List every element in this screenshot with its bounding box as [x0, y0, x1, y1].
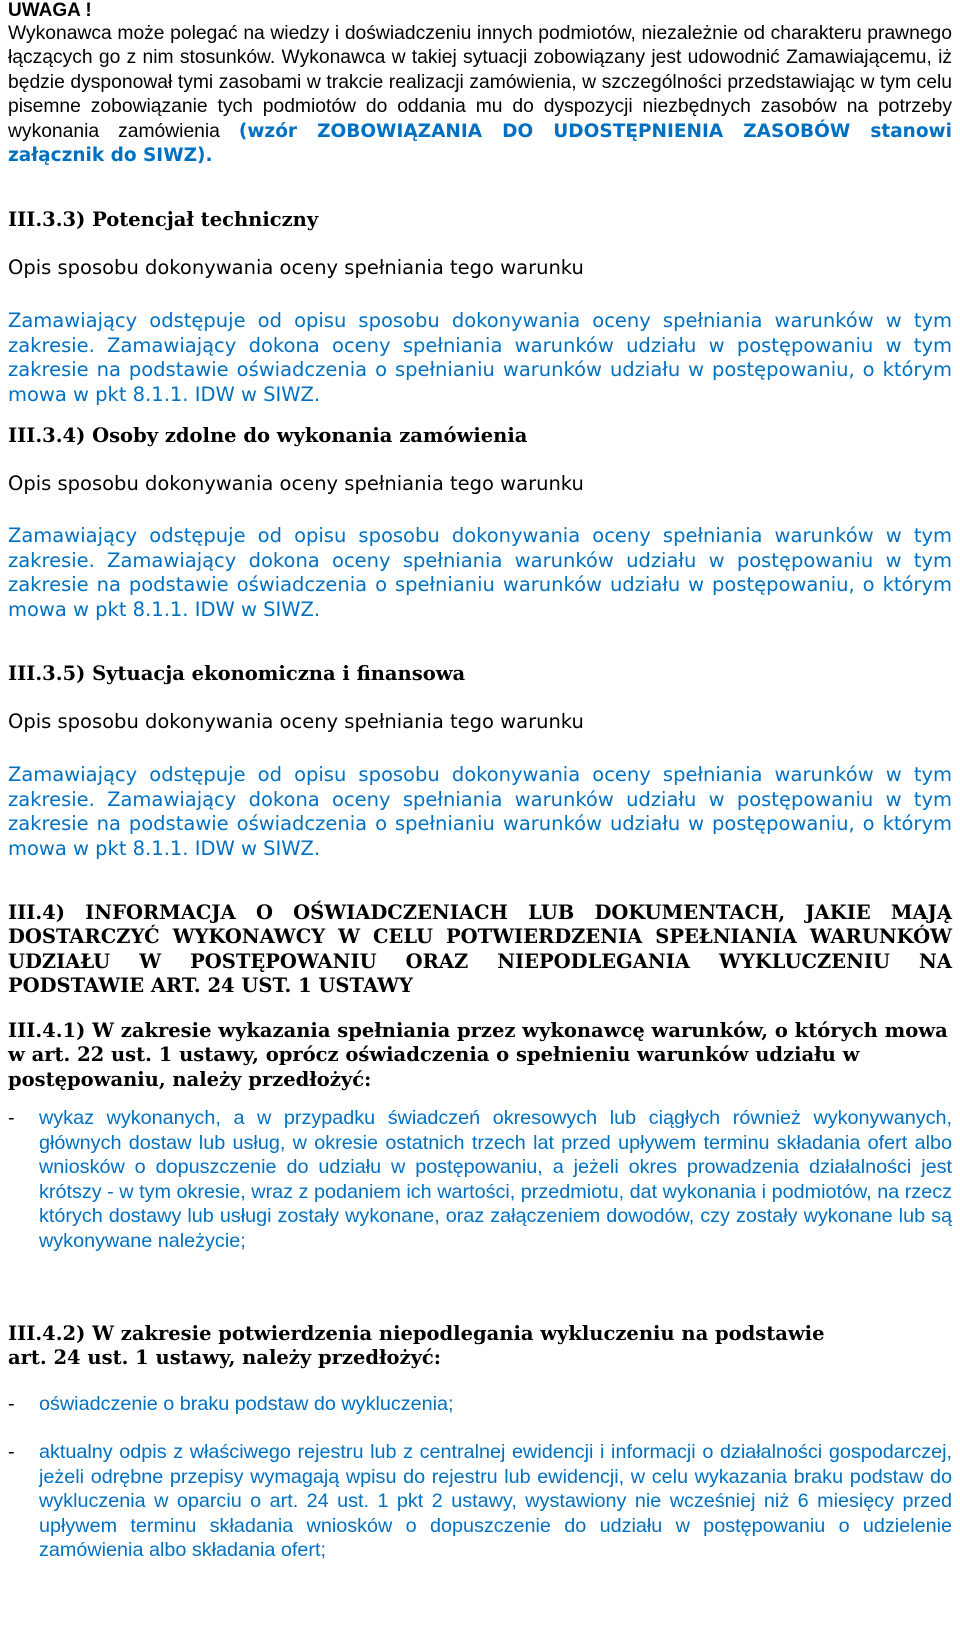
section-subheading: Opis sposobu dokonywania oceny spełniania tego warunku — [8, 472, 584, 495]
section-subheading: Opis sposobu dokonywania oceny spełniania tego warunku — [8, 710, 584, 733]
section-text: Zamawiający odstępuje od opisu sposobu dokonywania oceny spełniania warunków w tym zakresie. Zamawiający dokona oceny spełniania warunków udziału w postępowaniu w tym zakresie na podstawie oświadczenia o spełnianiu warunków udziału w postępowaniu, o którym mowa w pkt 8.1.1. IDW w SIWZ. — [8, 524, 952, 621]
warning-title: UWAGA ! — [8, 0, 92, 21]
warning-body-text: Wykonawca może polegać na wiedzy i doświadczeniu innych podmiotów, niezależnie od charakteru prawnego łączących go z nim stosunków. Wykonawca w takiej sytuacji zobowiązany jest udowodnić Zamawiającemu, iż będzie dysponował tymi zasobami w trakcie realizacji zamówienia, w szczególności przedstawiając w tym celu pisemne zobowiązanie tych podmiotów do oddania mu do dyspozycji niezbędnych zasobów na potrzeby wykonania zamówienia — [8, 23, 952, 142]
section-subheading-wrap — [8, 256, 952, 281]
info-sub1-list — [8, 1106, 952, 1254]
section-sytuacja — [8, 662, 952, 687]
list-item-text: wykaz wykonanych, a w przypadku świadczeń okresowych lub ciągłych również wykonywanych, głównych dostaw lub usług, w okresie ostatnich trzech lat przed upływem terminu składania ofert albo wniosków o dopuszczenie do udziału w postępowaniu, a jeżeli okres prowadzenia działalności jest krótszy - w tym okresie, wraz z podaniem ich wartości, przedmiotu, dat wykonania i podmiotów, na rzecz których dostawy lub usługi zostały wykonane, oraz załączeniem dowodów, czy zostały wykonane lub są wykonywane należycie; — [39, 1107, 952, 1252]
list-item — [8, 1106, 952, 1254]
section-heading: III.3.5) Sytuacja ekonomiczna i finansowa — [8, 662, 466, 685]
list-item-text: oświadczenie o braku podstaw do wykluczenia; — [39, 1393, 454, 1415]
section-subheading-wrap — [8, 472, 952, 497]
info-heading: III.4) INFORMACJA O OŚWIADCZENIACH LUB DOKUMENTACH, JAKIE MAJĄ DOSTARCZYĆ WYKONAWCY W CELU POTWIERDZENIA SPEŁNIANIA WARUNKÓW UDZIAŁU W POSTĘPOWANIU ORAZ NIEPODLEGANIA WYKLUCZENIU NA PODSTAWIE ART. 24 UST. 1 USTAWY — [8, 901, 952, 998]
section-potencjal-techniczny — [8, 208, 952, 233]
section-text-wrap — [8, 763, 952, 861]
warning-block — [8, 0, 952, 168]
list-item — [8, 1440, 952, 1563]
section-subheading: Opis sposobu dokonywania oceny spełniania tego warunku — [8, 256, 584, 279]
info-sub2-list — [8, 1392, 952, 1417]
list-item — [8, 1392, 952, 1417]
info-heading-wrap — [8, 901, 952, 999]
info-sub1-wrap — [8, 1019, 952, 1092]
dash-marker: - — [8, 1393, 15, 1415]
section-text-wrap — [8, 524, 952, 622]
info-sub2-list-2 — [8, 1440, 952, 1563]
info-sub2-heading: III.4.2) W zakresie potwierdzenia niepodlegania wykluczeniu na podstawie art. 24 ust. 1 ustawy, należy przedłożyć: — [8, 1322, 825, 1370]
dash-marker: - — [8, 1441, 15, 1463]
section-osoby — [8, 424, 952, 449]
section-heading: III.3.4) Osoby zdolne do wykonania zamówienia — [8, 424, 528, 447]
section-text: Zamawiający odstępuje od opisu sposobu dokonywania oceny spełniania warunków w tym zakresie. Zamawiający dokona oceny spełniania warunków udziału w postępowaniu w tym zakresie na podstawie oświadczenia o spełnianiu warunków udziału w postępowaniu, o którym mowa w pkt 8.1.1. IDW w SIWZ. — [8, 309, 952, 406]
info-sub2-wrap — [8, 1322, 952, 1371]
section-heading: III.3.3) Potencjał techniczny — [8, 208, 319, 231]
warning-body-bold: (wzór ZOBOWIĄZANIA DO UDOSTĘPNIENIA ZASOBÓW stanowi załącznik do SIWZ). — [8, 120, 952, 167]
section-text-wrap — [8, 309, 952, 407]
dash-marker: - — [8, 1107, 15, 1129]
warning-body — [8, 22, 952, 168]
info-sub1-heading: III.4.1) W zakresie wykazania spełniania przez wykonawcę warunków, o których mowa w art. 22 ust. 1 ustawy, oprócz oświadczenia o spełnieniu warunków udziału w postępowaniu, należy przedłożyć: — [8, 1019, 948, 1091]
list-item-text: aktualny odpis z właściwego rejestru lub z centralnej ewidencji i informacji o działalności gospodarczej, jeżeli odrębne przepisy wymagają wpisu do rejestru lub ewidencji, w celu wykazania braku podstaw do wykluczenia w oparciu o art. 24 ust. 1 pkt 2 ustawy, wystawiony nie wcześniej niż 6 miesięcy przed upływem terminu składania wniosków o dopuszczenie do udziału w postępowaniu o udzielenie zamówienia albo składania ofert; — [39, 1441, 952, 1562]
section-text: Zamawiający odstępuje od opisu sposobu dokonywania oceny spełniania warunków w tym zakresie. Zamawiający dokona oceny spełniania warunków udziału w postępowaniu w tym zakresie na podstawie oświadczenia o spełnianiu warunków udziału w postępowaniu, o którym mowa w pkt 8.1.1. IDW w SIWZ. — [8, 763, 952, 860]
section-subheading-wrap — [8, 710, 952, 735]
